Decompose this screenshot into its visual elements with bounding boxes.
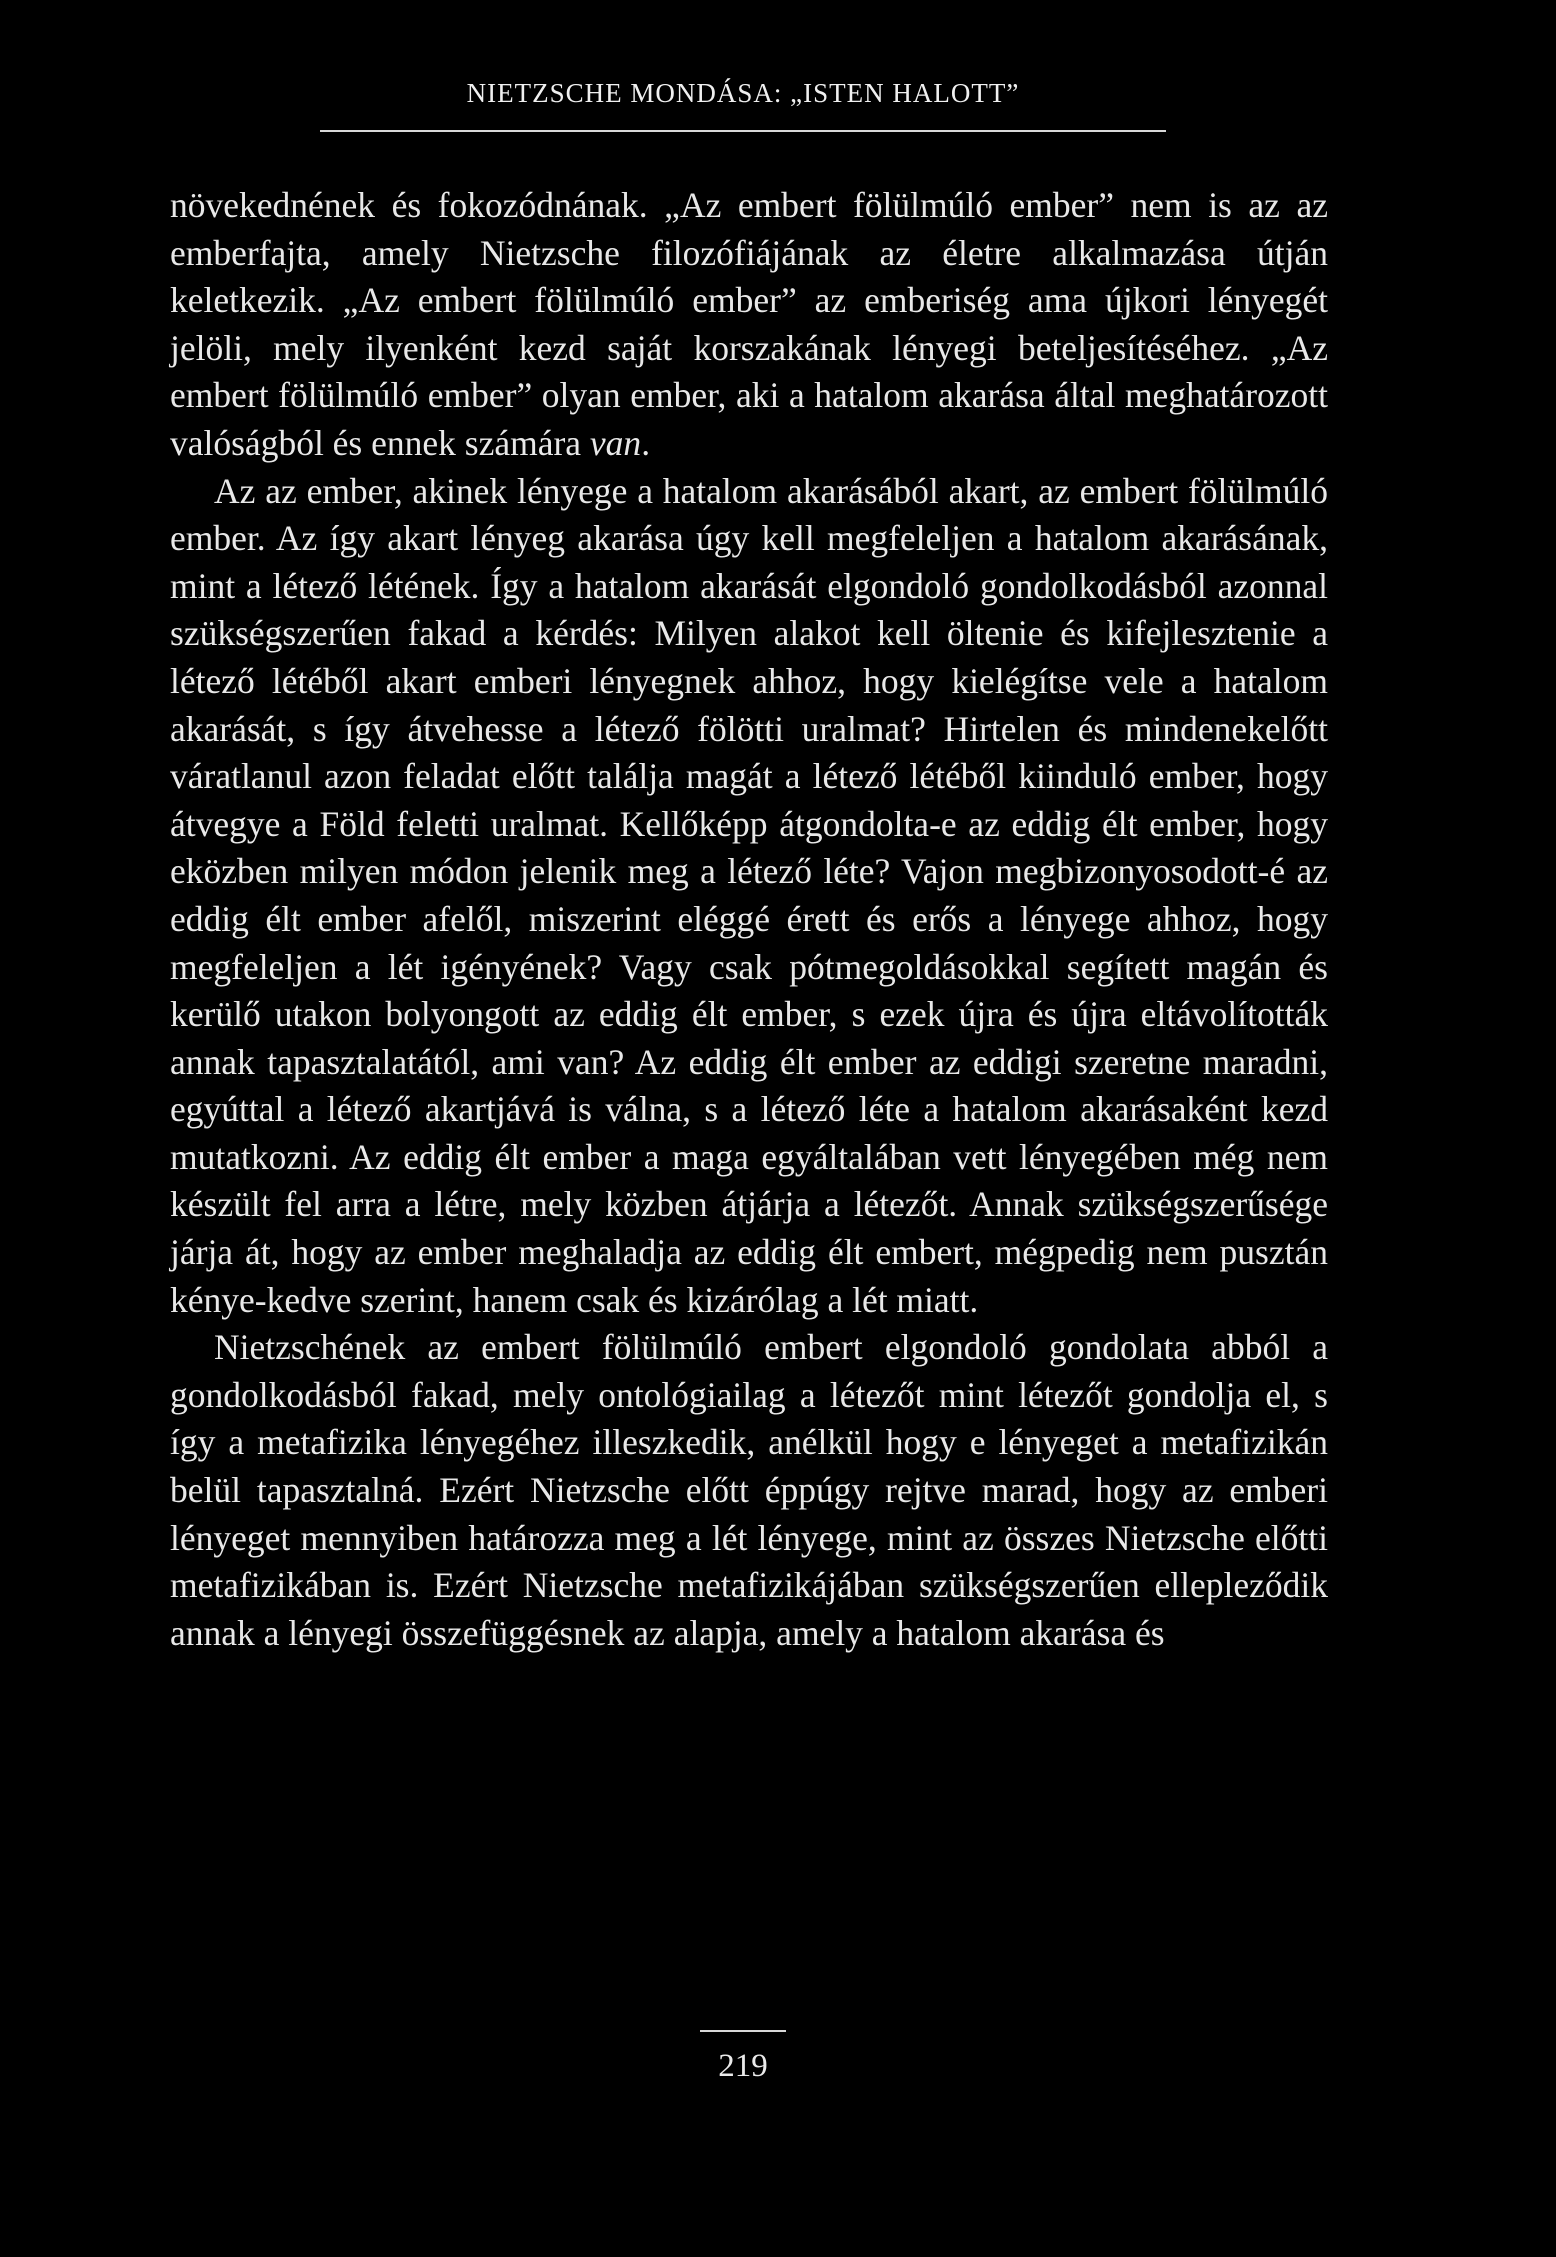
paragraph-1 — [170, 182, 1328, 468]
emphasis-van: van — [589, 422, 642, 463]
paragraph-2: Az az ember, akinek lényege a hatalom akarásából akart, az embert fölülmúló ember. Az így akart lényeg akarása úgy kell megfeleljen a hatalom akarásának, mint a létező létének. Így a hatalom akarását elgondoló gondolkodásból azonnal szükségszerűen fakad a kérdés: Milyen alakot kell öltenie és kifejlesztenie a létező létéből akart emberi lényegnek ahhoz, hogy kielégítse vele a hatalom akarását, s így átvehesse a létező fölötti uralmat? Hirtelen és mindenekelőtt váratlanul azon feladat előtt találja magát a létező létéből kiinduló ember, hogy átvegye a Föld feletti uralmat. Kellőképp átgondolta-e az eddig élt ember, hogy eközben milyen módon jelenik meg a létező léte? Vajon megbizonyosodott-é az eddig élt ember afelől, miszerint eléggé érett és erős a lényege ahhoz, hogy megfeleljen a lét igényének? Vagy csak pótmegoldásokkal segített magán és kerülő utakon bolyongott az eddig élt ember, s ezek újra és újra eltávolították annak tapasztalatától, ami van? Az eddig élt ember az eddigi szeretne maradni, egyúttal a létező akartjává is válna, s a létező léte a hatalom akarásaként kezd mutatkozni. Az eddig élt ember a maga egyáltalában vett lényegében még nem készült fel arra a létre, mely közben átjárja a létezőt. Annak szükségszerűsége járja át, hogy az ember meghaladja az eddig élt embert, mégpedig nem pusztán kénye-kedve szerint, hanem csak és kizárólag a lét miatt. — [170, 470, 1328, 1320]
footer-divider — [700, 2030, 786, 2032]
header-divider — [320, 130, 1166, 132]
running-header: NIETZSCHE MONDÁSA: „ISTEN HALOTT” — [466, 78, 1020, 108]
paragraph-1-text: növekednének és fokozódnának. „Az embert fölülmúló ember” nem is az az emberfajta, amely Nietzsche filozófiájának az életre alkalmazása útján keletkezik. „Az embert fölülmúló ember” az emberiség ama újkori lényegét jelöli, mely ilyenként kezd saját korszakának lényegi beteljesítéséhez. „Az embert fölülmúló ember” olyan ember, aki a hatalom akarása által meghatározott valóságból és ennek számára — [170, 185, 1328, 463]
body-text — [170, 182, 1328, 1657]
page-number: 219 — [718, 2048, 768, 2084]
paragraph-3: Nietzschének az embert fölülmúló embert elgondoló gondolata abból a gondolkodásból fakad, mely ontológiailag a létezőt mint létezőt gondolja el, s így a metafizika lényegéhez illeszkedik, anélkül hogy e lényeget a metafizikán belül tapasztalná. Ezért Nietzsche előtt éppúgy rejtve marad, hogy az emberi lényeget mennyiben határozza meg a lét lényege, mint az összes Nietzsche előtti metafizikában is. Ezért Nietzsche metafizikájában szükségszerűen ellepleződik annak a lényegi összefüggésnek az alapja, amely a hatalom akarása és — [170, 1327, 1328, 1653]
paragraph-1-end: . — [641, 422, 651, 463]
